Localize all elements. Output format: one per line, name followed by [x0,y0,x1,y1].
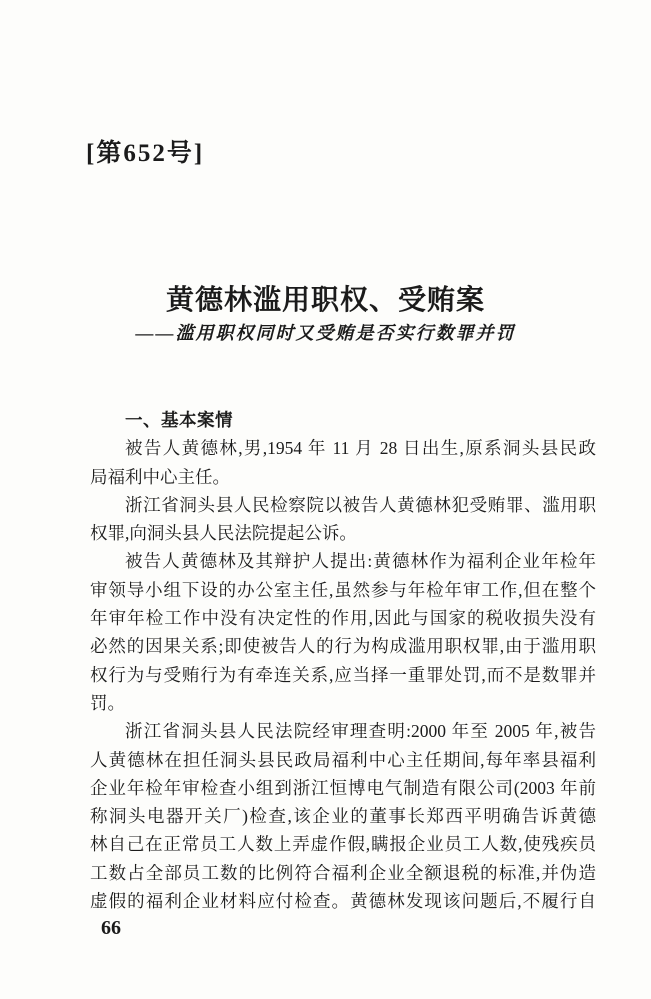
case-subtitle: ——滥用职权同时又受贿是否实行数罪并罚 [135,323,516,343]
text-line: 必然的因果关系;即使被告人的行为构成滥用职权罪,由于滥用职 [90,636,596,657]
text-line: 被告人黄德林,男,1954 年 11 月 28 日出生,原系洞头县民政 [125,438,596,459]
page-number: 66 [101,917,121,939]
text-line: 审领导小组下设的办公室主任,虽然参与年检年审工作,但在整个 [90,579,596,600]
paragraph [90,547,596,717]
text-line: 人黄德林在担任洞头县民政局福利中心主任期间,每年率县福利 [90,749,596,770]
text-line: 被告人黄德林及其辩护人提出:黄德林作为福利企业年检年 [125,551,596,572]
body-text [90,406,596,915]
paragraph [90,717,596,915]
text-line: 浙江省洞头县人民法院经审理查明:2000 年至 2005 年,被告 [125,721,596,742]
text-line: 局福利中心主任。 [90,466,230,487]
text-line: 权罪,向洞头县人民法院提起公诉。 [90,523,357,544]
text-line: 称洞头电器开关厂)检查,该企业的董事长郑西平明确告诉黄德 [90,806,596,827]
text-line: 权行为与受贿行为有牵连关系,应当择一重罪处罚,而不是数罪并 [90,664,596,685]
case-title: 黄德林滥用职权、受贿案 [165,285,485,316]
text-line: 企业年检年审检查小组到浙江恒博电气制造有限公司(2003 年前 [90,777,596,798]
text-line: 年审年检工作中没有决定性的作用,因此与国家的税收损失没有 [90,608,596,629]
text-line: 罚。 [90,692,125,713]
section-heading: 一、基本案情 [125,410,233,430]
paragraph-list [90,434,596,915]
paragraph [90,434,596,491]
text-line: 虚假的福利企业材料应付检查。黄德林发现该问题后,不履行自 [90,891,596,912]
paragraph [90,491,596,548]
text-line: 林自己在正常员工人数上弄虚作假,瞒报企业员工人数,使残疾员 [90,834,596,855]
text-line: 浙江省洞头县人民检察院以被告人黄德林犯受贿罪、滥用职 [125,494,596,515]
case-number: [第652号] [86,140,205,167]
text-line: 工数占全部员工数的比例符合福利企业全额退税的标准,并伪造 [90,862,596,883]
